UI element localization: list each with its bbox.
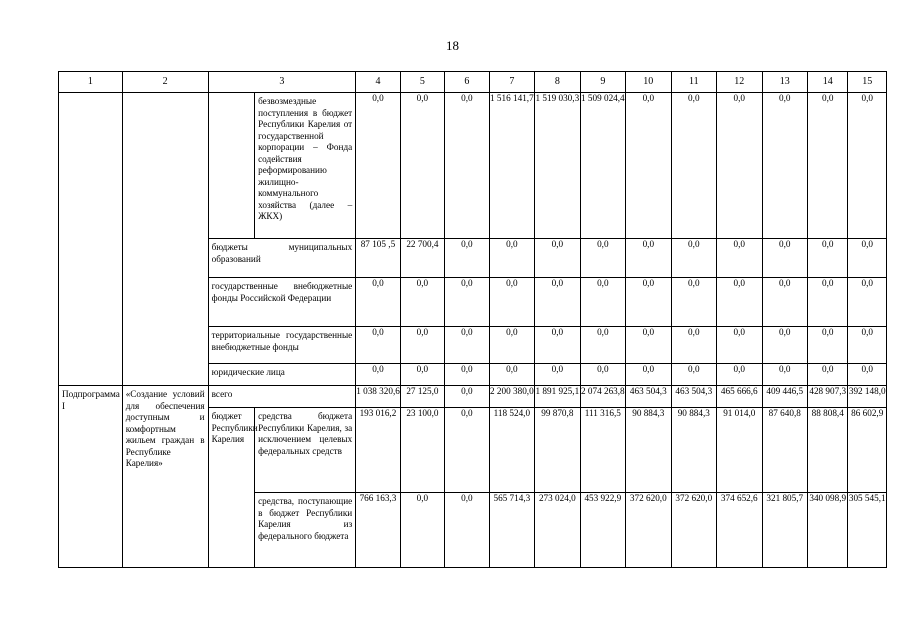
value-cell: 0,0 (535, 239, 580, 278)
value-cell: 0,0 (848, 327, 887, 364)
value-cell: 0,0 (762, 327, 807, 364)
value-cell: 0,0 (762, 364, 807, 386)
value-cell: 0,0 (445, 493, 489, 568)
value-cell: 0,0 (535, 327, 580, 364)
value-cell: 1 038 320,6 (356, 386, 400, 408)
header-cell: 2 (122, 72, 208, 93)
header-cell: 14 (808, 72, 848, 93)
value-cell: 88 808,4 (808, 408, 848, 493)
value-cell: 0,0 (445, 364, 489, 386)
row-label: всего (208, 386, 356, 408)
header-cell: 13 (762, 72, 807, 93)
row-label: средства бюджета Республики Карелия, за исключением целевых федеральных средств (255, 408, 356, 493)
value-cell: 565 714,3 (489, 493, 534, 568)
value-cell: 340 098,9 (808, 493, 848, 568)
value-cell: 0,0 (580, 327, 625, 364)
value-cell: 372 620,0 (626, 493, 671, 568)
header-cell: 9 (580, 72, 625, 93)
row-label: бюджеты муниципальных образований (208, 239, 356, 278)
value-cell: 0,0 (535, 364, 580, 386)
row-label: государственные внебюджетные фонды Российской Федерации (208, 278, 356, 327)
value-cell: 0,0 (445, 93, 489, 239)
row-subprogram-total (59, 386, 887, 408)
header-cell: 15 (848, 72, 887, 93)
value-cell: 0,0 (808, 364, 848, 386)
value-cell: 99 870,8 (535, 408, 580, 493)
value-cell: 0,0 (671, 327, 716, 364)
value-cell: 0,0 (671, 364, 716, 386)
value-cell: 0,0 (400, 493, 444, 568)
empty-cell (208, 93, 255, 239)
value-cell: 2 074 263,8 (580, 386, 625, 408)
value-cell: 23 100,0 (400, 408, 444, 493)
header-cell: 1 (59, 72, 123, 93)
value-cell: 0,0 (626, 239, 671, 278)
value-cell: 409 446,5 (762, 386, 807, 408)
value-cell: 90 884,3 (671, 408, 716, 493)
value-cell: 0,0 (762, 239, 807, 278)
value-cell: 0,0 (808, 327, 848, 364)
value-cell: 27 125,0 (400, 386, 444, 408)
value-cell: 428 907,3 (808, 386, 848, 408)
value-cell: 0,0 (717, 327, 762, 364)
value-cell: 22 700,4 (400, 239, 444, 278)
value-cell: 321 805,7 (762, 493, 807, 568)
value-cell: 118 524,0 (489, 408, 534, 493)
value-cell: 0,0 (356, 93, 400, 239)
budget-table (58, 71, 887, 568)
row-label: юридические лица (208, 364, 356, 386)
value-cell: 0,0 (762, 278, 807, 327)
value-cell: 0,0 (808, 93, 848, 239)
value-cell: 91 014,0 (717, 408, 762, 493)
header-cell: 4 (356, 72, 400, 93)
value-cell: 0,0 (489, 327, 534, 364)
value-cell: 372 620,0 (671, 493, 716, 568)
value-cell: 0,0 (580, 278, 625, 327)
value-cell: 0,0 (808, 239, 848, 278)
value-cell: 0,0 (400, 278, 444, 327)
value-cell: 392 148,0 (848, 386, 887, 408)
empty-cell (59, 93, 123, 386)
value-cell: 0,0 (626, 278, 671, 327)
header-cell: 11 (671, 72, 716, 93)
value-cell: 1 519 030,3 (535, 93, 580, 239)
value-cell: 0,0 (626, 327, 671, 364)
value-cell: 273 024,0 (535, 493, 580, 568)
page-number: 18 (446, 38, 459, 53)
header-cell: 7 (489, 72, 534, 93)
value-cell: 0,0 (445, 386, 489, 408)
value-cell: 87 640,8 (762, 408, 807, 493)
value-cell: 0,0 (848, 93, 887, 239)
value-cell: 0,0 (489, 239, 534, 278)
value-cell: 1 891 925,1 (535, 386, 580, 408)
value-cell: 463 504,3 (626, 386, 671, 408)
value-cell: 0,0 (535, 278, 580, 327)
value-cell: 0,0 (848, 239, 887, 278)
header-cell: 8 (535, 72, 580, 93)
budget-label: бюджет Республики Карелия (208, 408, 255, 568)
header-cell: 12 (717, 72, 762, 93)
value-cell: 1 516 141,7 (489, 93, 534, 239)
value-cell: 2 200 380,0 (489, 386, 534, 408)
value-cell: 0,0 (445, 408, 489, 493)
row-label: территориальные государственные внебюджетные фонды (208, 327, 356, 364)
row-label: безвозмездные поступления в бюджет Республики Карелия от государственной корпорации – Фонда содействия реформированию жилищно-коммунального хозяйства (далее – ЖКХ) (255, 93, 356, 239)
value-cell: 0,0 (626, 364, 671, 386)
value-cell: 1 509 024,4 (580, 93, 625, 239)
value-cell: 0,0 (356, 278, 400, 327)
value-cell: 0,0 (848, 364, 887, 386)
value-cell: 0,0 (717, 364, 762, 386)
value-cell: 0,0 (489, 364, 534, 386)
value-cell: 86 602,9 (848, 408, 887, 493)
row-label: средства, поступающие в бюджет Республики Карелия из федерального бюджета (255, 493, 356, 568)
value-cell: 0,0 (717, 93, 762, 239)
subprogram-id: Подпрограмма I (59, 386, 123, 568)
value-cell: 305 545,1 (848, 493, 887, 568)
value-cell: 766 163,3 (356, 493, 400, 568)
value-cell: 0,0 (356, 327, 400, 364)
header-cell: 5 (400, 72, 444, 93)
value-cell: 0,0 (356, 364, 400, 386)
value-cell: 0,0 (445, 327, 489, 364)
value-cell: 0,0 (762, 93, 807, 239)
value-cell: 0,0 (626, 93, 671, 239)
value-cell: 0,0 (445, 278, 489, 327)
value-cell: 0,0 (445, 239, 489, 278)
value-cell: 193 016,2 (356, 408, 400, 493)
value-cell: 90 884,3 (626, 408, 671, 493)
value-cell: 0,0 (717, 278, 762, 327)
value-cell: 0,0 (580, 364, 625, 386)
value-cell: 0,0 (400, 364, 444, 386)
value-cell: 465 666,6 (717, 386, 762, 408)
value-cell: 0,0 (717, 239, 762, 278)
value-cell: 0,0 (489, 278, 534, 327)
header-row (59, 72, 887, 93)
value-cell: 374 652,6 (717, 493, 762, 568)
value-cell: 0,0 (848, 278, 887, 327)
value-cell: 463 504,3 (671, 386, 716, 408)
value-cell: 111 316,5 (580, 408, 625, 493)
value-cell: 453 922,9 (580, 493, 625, 568)
subprogram-title: «Создание условий для обеспечения доступным и комфортным жильем граждан в Республике Карелия» (122, 386, 208, 568)
value-cell: 0,0 (808, 278, 848, 327)
value-cell: 0,0 (671, 278, 716, 327)
value-cell: 0,0 (580, 239, 625, 278)
value-cell: 0,0 (400, 327, 444, 364)
value-cell: 0,0 (671, 93, 716, 239)
value-cell: 87 105 ,5 (356, 239, 400, 278)
header-cell: 10 (626, 72, 671, 93)
header-cell: 6 (445, 72, 489, 93)
header-cell: 3 (208, 72, 356, 93)
value-cell: 0,0 (400, 93, 444, 239)
value-cell: 0,0 (671, 239, 716, 278)
row-zhkh (59, 93, 887, 239)
empty-cell (122, 93, 208, 386)
